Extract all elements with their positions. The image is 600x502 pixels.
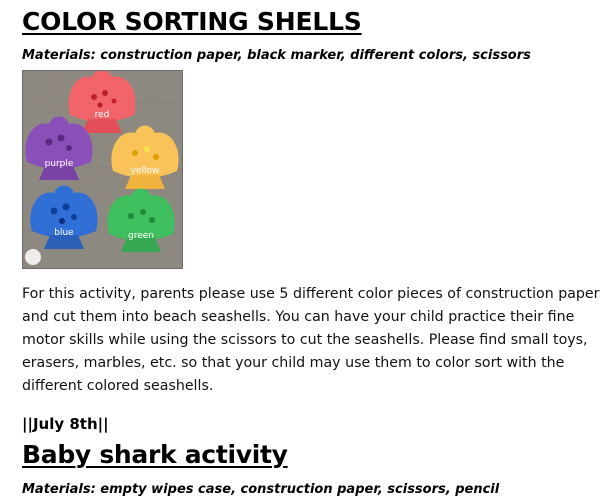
red-label: red bbox=[94, 110, 110, 120]
yellow-label: yellow bbox=[130, 166, 160, 176]
activity-title: COLOR SORTING SHELLS bbox=[22, 7, 362, 36]
paragraph-line: For this activity, parents please use 5 different color pieces of construction paper bbox=[22, 286, 600, 302]
paragraph-line: and cut them into beach seashells. You can have your child practice their fine bbox=[22, 309, 575, 325]
green-label: green bbox=[128, 231, 154, 241]
paragraph-line: erasers, marbles, etc. so that your child may use them to color sort with the bbox=[22, 355, 565, 371]
shells-illustration bbox=[23, 71, 182, 268]
activity-instructions bbox=[22, 283, 600, 398]
materials-list: Materials: construction paper, black marker, different colors, scissors bbox=[22, 48, 531, 63]
date-marker: ||July 8th|| bbox=[22, 415, 109, 433]
baby-shark-materials: Materials: empty wipes case, construction paper, scissors, pencil bbox=[22, 482, 500, 497]
baby-shark-title: Baby shark activity bbox=[22, 440, 288, 469]
paragraph-line: motor skills while using the scissors to cut the seashells. Please find small toys, bbox=[22, 332, 588, 348]
paragraph-line: different colored seashells. bbox=[22, 378, 214, 394]
watermark-logo-icon bbox=[25, 249, 41, 265]
color-shells-photo bbox=[22, 70, 183, 269]
purple-label: purple bbox=[44, 159, 74, 169]
blue-label: blue bbox=[54, 228, 74, 238]
